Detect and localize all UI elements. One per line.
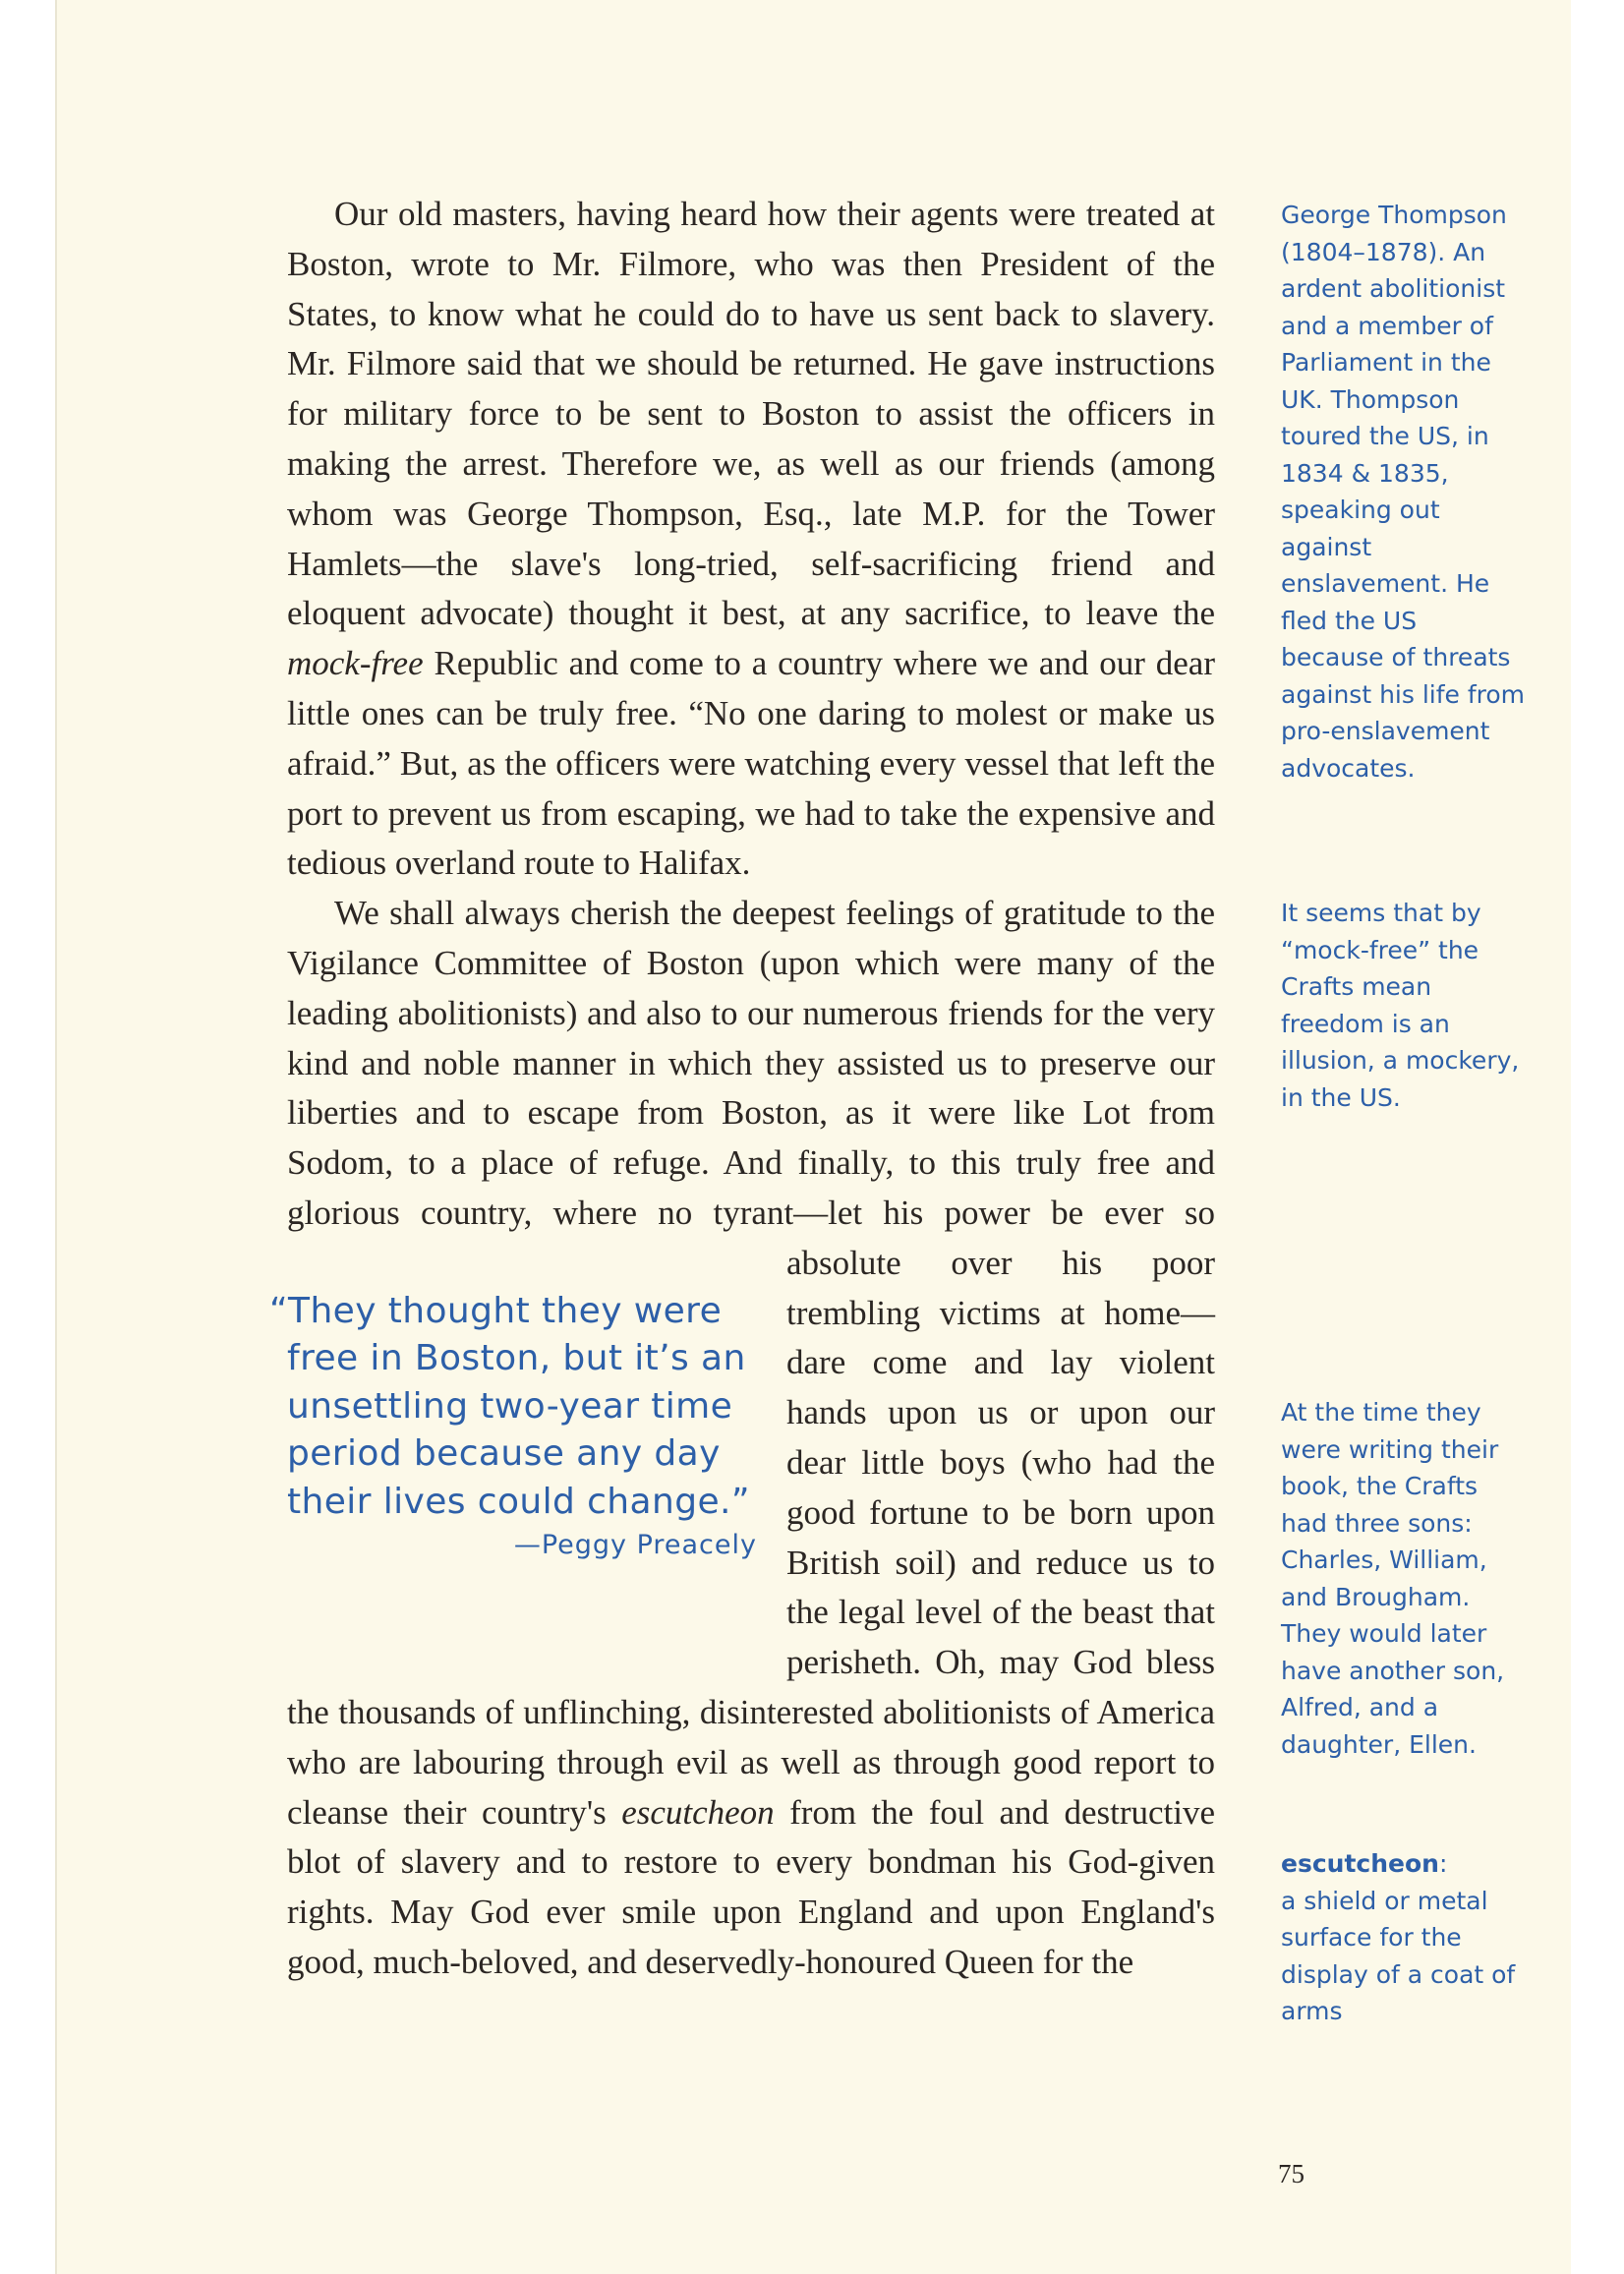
book-page (55, 0, 1571, 2274)
pull-quote-attribution: —Peggy Preacely (513, 1530, 757, 1561)
pull-quote-text: “They thought they were free in Boston, but it’s an unsettling two-year time period because any day their lives could change.” (269, 1290, 750, 1522)
escutcheon-definition: a shield or metal surface for the display of a coat of arms (1281, 1886, 1516, 2025)
side-note-thompson: George Thompson (1804–1878). An ardent abolitionist and a member of Parliament in the UK. Thompson toured the US, in 1834 & 1835, speaking out against enslavement. He fled the US because of threats against his life from pro-enslavement advocates. (1281, 201, 1526, 783)
escutcheon-colon: : (1438, 1849, 1448, 1878)
side-note-sons: At the time they were writing their book, the Crafts had three sons: Charles, William, and Brougham. They would later have another son, Alfred, and a daughter, Ellen. (1281, 1398, 1505, 1759)
paragraph-2 (269, 889, 1215, 1988)
paragraph-1-text-start: Our old masters, having heard how their agents were treated at Boston, wrote to Mr. Filmore, who was then President of the States, to know what he could do to have us sent back to slavery. Mr. Filmore said that we should be returned. He gave instructions for military force to be sent to Boston to assist the officers in making the arrest. Therefore we, as well as our friends (among whom was George Thompson, Esq., late M.P. for the Tower Hamlets—the slave's long-tried, self-sacrificing friend and eloquent advocate) thought it best, at any sacrifice, to leave the (287, 195, 1215, 633)
paragraph-1-text-end: Republic and come to a country where we and our dear little ones can be truly free. “No one daring to molest or make us afraid.” But, as the officers were watching every vessel that left the port to prevent us from escaping, we had to take the expensive and tedious overland route to Halifax. (287, 644, 1215, 883)
paragraph-2-text-middle: ever so absolute over his poor trembling victims at home—dare come and lay violent hands upon us or upon our dear little boys (who had the good fortune to be born upon British soil) and reduce us to the legal level of the beast that perisheth. Oh, may God bless the thousands of unflinching, disinterested abolitionists of America who are labouring through evil as well as through good report to cleanse their country's (287, 1193, 1215, 1832)
paragraph-2-text-start: We shall always cherish the deepest feelings of gratitude to the Vigilance Committee of Boston (upon which were many of the leading abolitionists) and also to our numerous friends for the very kind and noble manner in which they assisted us to preserve our liberties and to escape from Boston, as it were like Lot from Sodom, to a place of refuge. And finally, to this truly free and glorious country, where no tyrant—let his power be (287, 894, 1215, 1232)
paragraph-2-text-end: from the foul and destructive blot of slavery and to restore to every bondman his God-given rights. May God ever smile upon England and upon England's good, much-beloved, and deservedly-honoured Queen for the (287, 1792, 1215, 1981)
escutcheon-italic: escutcheon (621, 1792, 775, 1832)
side-note-escutcheon (1281, 1845, 1527, 2030)
main-text-column (269, 190, 1215, 1988)
page-number: 75 (1278, 2159, 1305, 2188)
side-note-mock-free: It seems that by “mock-free” the Crafts mean freedom is an illusion, a mockery, in the US. (1281, 899, 1520, 1112)
paragraph-1 (287, 190, 1215, 889)
pull-quote (269, 1288, 786, 1681)
mock-free-italic: mock-free (287, 644, 424, 683)
escutcheon-term: escutcheon (1281, 1849, 1439, 1878)
